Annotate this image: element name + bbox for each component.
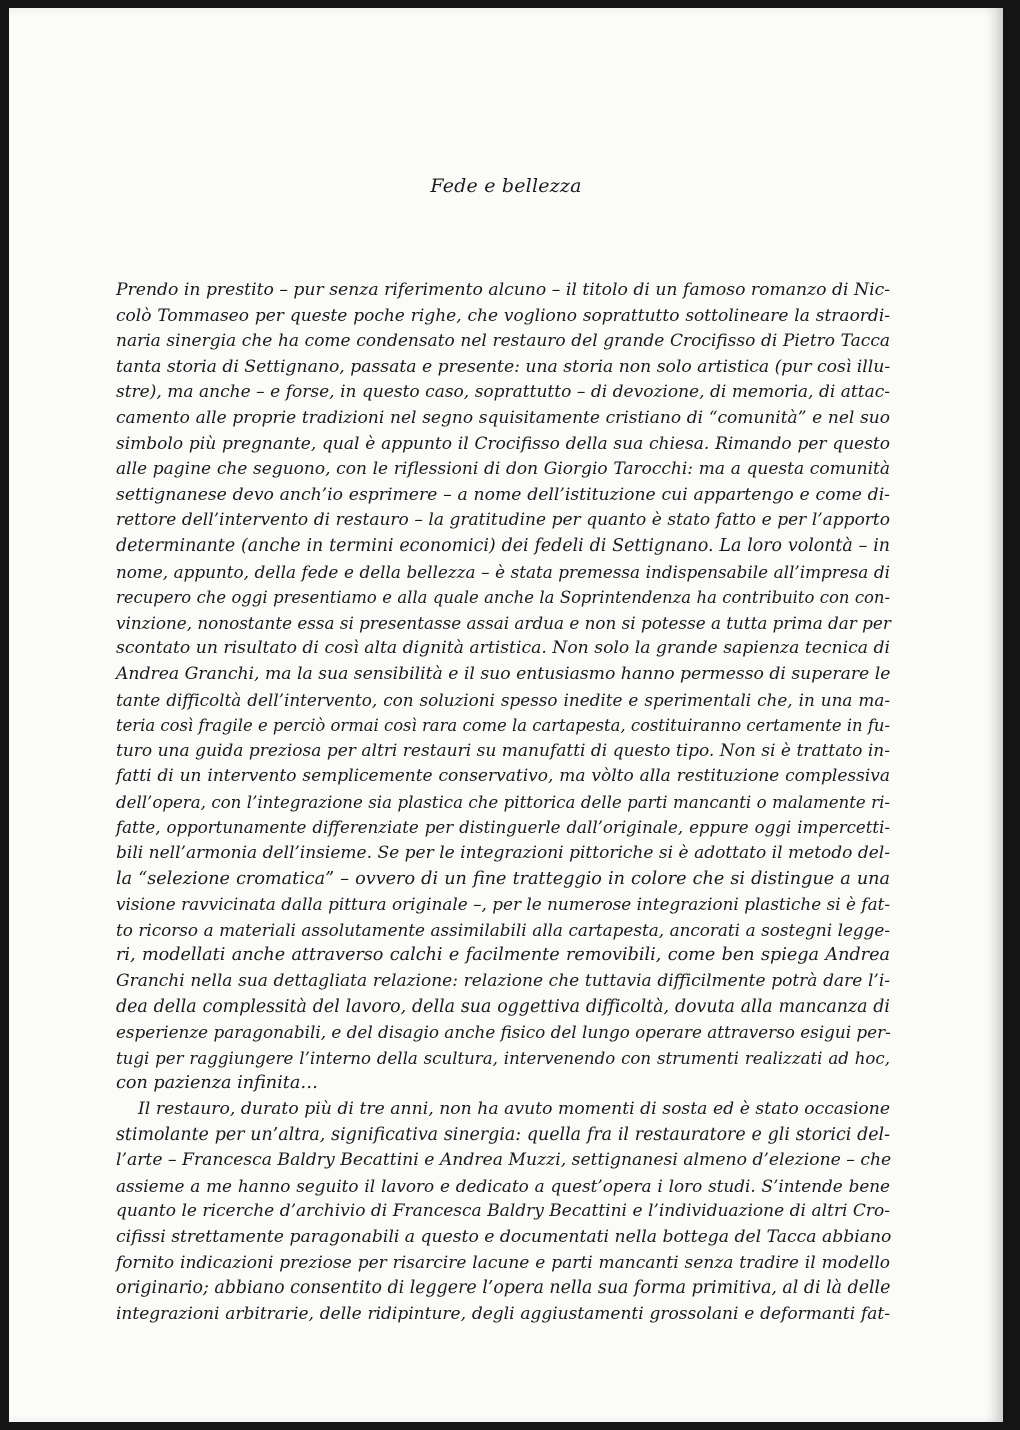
text-line: fatti di un intervento semplicemente conservativo, ma vòlto alla restituzione complessiva [116, 766, 890, 787]
text-line: colò Tommaseo per queste poche righe, che vogliono soprattutto sottolineare la straordi- [116, 305, 890, 326]
text-line: settignanese devo anch’io esprimere – a nome dell’istituzione cui appartengo e come di- [116, 484, 890, 505]
text-line: nome, appunto, della fede e della bellezza – è stata premessa indispensabile all’impresa di [116, 561, 890, 582]
text-line: cifissi strettamente paragonabili a questo e documentati nella bottega del Tacca abbiano [116, 1226, 892, 1247]
text-line: l’arte – Francesca Baldry Becattini e Andrea Muzzi, settignanesi almeno d’elezione – che [116, 1150, 892, 1171]
text-line: Andrea Granchi, ma la sua sensibilità e il suo entusiasmo hanno permesso di superare le [116, 663, 891, 684]
text-line: fatte, opportunamente differenziate per distinguerle dall’originale, eppure oggi impercetti- [116, 818, 890, 838]
text-line: esperienze paragonabili, e del disagio anche fisico del lungo operare attraverso esigui per- [116, 1022, 891, 1043]
text-line: turo una guida preziosa per altri restauri su manufatti di questo tipo. Non si è trattato in- [116, 740, 890, 761]
text-line: simbolo più pregnante, qual è appunto il Crocifisso della sua chiesa. Rimando per questo [116, 433, 890, 454]
text-line: integrazioni arbitrarie, delle ridipinture, degli aggiustamenti grossolani e deformanti fat- [116, 1303, 890, 1324]
page-sheet [9, 8, 1003, 1422]
text-line: la “selezione cromatica” – ovvero di un fine tratteggio in colore che si distingue a una [116, 868, 890, 889]
text-line: fornito indicazioni preziose per risarcire lacune e parti mancanti senza tradire il modello [116, 1252, 890, 1273]
text-line: dea della complessità del lavoro, della sua oggettiva difficoltà, dovuta alla mancanza di [116, 996, 890, 1017]
text-line: assieme a me hanno seguito il lavoro e dedicato a quest’opera i loro studi. S’intende bene [116, 1175, 890, 1196]
text-line: con pazienza infinita… [116, 1073, 318, 1094]
page-title: Fede e bellezza [430, 175, 582, 197]
text-line: Granchi nella sua dettagliata relazione: relazione che tuttavia difficilmente potrà dare l’i- [116, 971, 890, 992]
paragraph [116, 1097, 890, 1327]
text-line: tanta storia di Settignano, passata e presente: una storia non solo artistica (pur così illu- [116, 356, 891, 377]
text-line: scontato un risultato di così alta dignità artistica. Non solo la grande sapienza tecnica di [116, 638, 890, 659]
text-line: dell’opera, con l’integrazione sia plastica che pittorica delle parti mancanti o malamente ri- [116, 792, 890, 812]
text-line: determinante (anche in termini economici) dei fedeli di Settignano. La loro volontà – in [116, 535, 890, 556]
text-line: visione ravvicinata dalla pittura originale –, per le numerose integrazioni plastiche si è fat- [116, 894, 890, 915]
text-line: bili nell’armonia dell’insieme. Se per le integrazioni pittoriche si è adottato il metodo del- [116, 843, 890, 864]
text-line: tante difficoltà dell’intervento, con soluzioni spesso inedite e sperimentali che, in una ma- [116, 689, 890, 710]
text-line: rettore dell’intervento di restauro – la gratitudine per quanto è stato fatto e per l’apporto [116, 510, 890, 531]
text-line: originario; abbiano consentito di leggere l’opera nella sua forma primitiva, al di là delle [116, 1278, 891, 1299]
text-line: Il restauro, durato più di tre anni, non ha avuto momenti di sosta ed è stato occasione [138, 1099, 890, 1119]
text-line: stimolante per un’altra, significativa sinergia: quella fra il restauratore e gli storici del- [116, 1124, 890, 1145]
text-line: Prendo in prestito – pur senza riferimento alcuno – il titolo di un famoso romanzo di Nic- [116, 280, 890, 300]
text-line: quanto le ricerche d’archivio di Francesca Baldry Becattini e l’individuazione di altri Cro- [116, 1201, 890, 1222]
text-line: recupero che oggi presentiamo e alla quale anche la Soprintendenza ha contribuito con con- [116, 588, 890, 608]
text-line: stre), ma anche – e forse, in questo caso, soprattutto – di devozione, di memoria, di attac- [116, 382, 890, 403]
page-edge-shadow [985, 8, 1003, 1422]
text-line: camento alle proprie tradizioni nel segno squisitamente cristiano di “comunità” e nel suo [116, 407, 890, 428]
paragraph [116, 278, 890, 1097]
body-text [116, 278, 890, 1327]
text-line: teria così fragile e perciò ormai così rara come la cartapesta, costituiranno certamente in fu- [116, 716, 890, 736]
text-line: to ricorso a materiali assolutamente assimilabili alla cartapesta, ancorati a sostegni legge- [116, 919, 890, 940]
text-line: naria sinergia che ha come condensato nel restauro del grande Crocifisso di Pietro Tacca [116, 331, 890, 352]
text-line: ri, modellati anche attraverso calchi e facilmente removibili, come ben spiega Andrea [116, 945, 890, 966]
text-line: tugi per raggiungere l’interno della scultura, intervenendo con strumenti realizzati ad hoc, [116, 1048, 890, 1068]
text-line: alle pagine che seguono, con le riflessioni di don Giorgio Tarocchi: ma a questa comunità [116, 459, 890, 480]
text-line: vinzione, nonostante essa si presentasse assai ardua e non si potesse a tutta prima dar per [116, 612, 891, 633]
